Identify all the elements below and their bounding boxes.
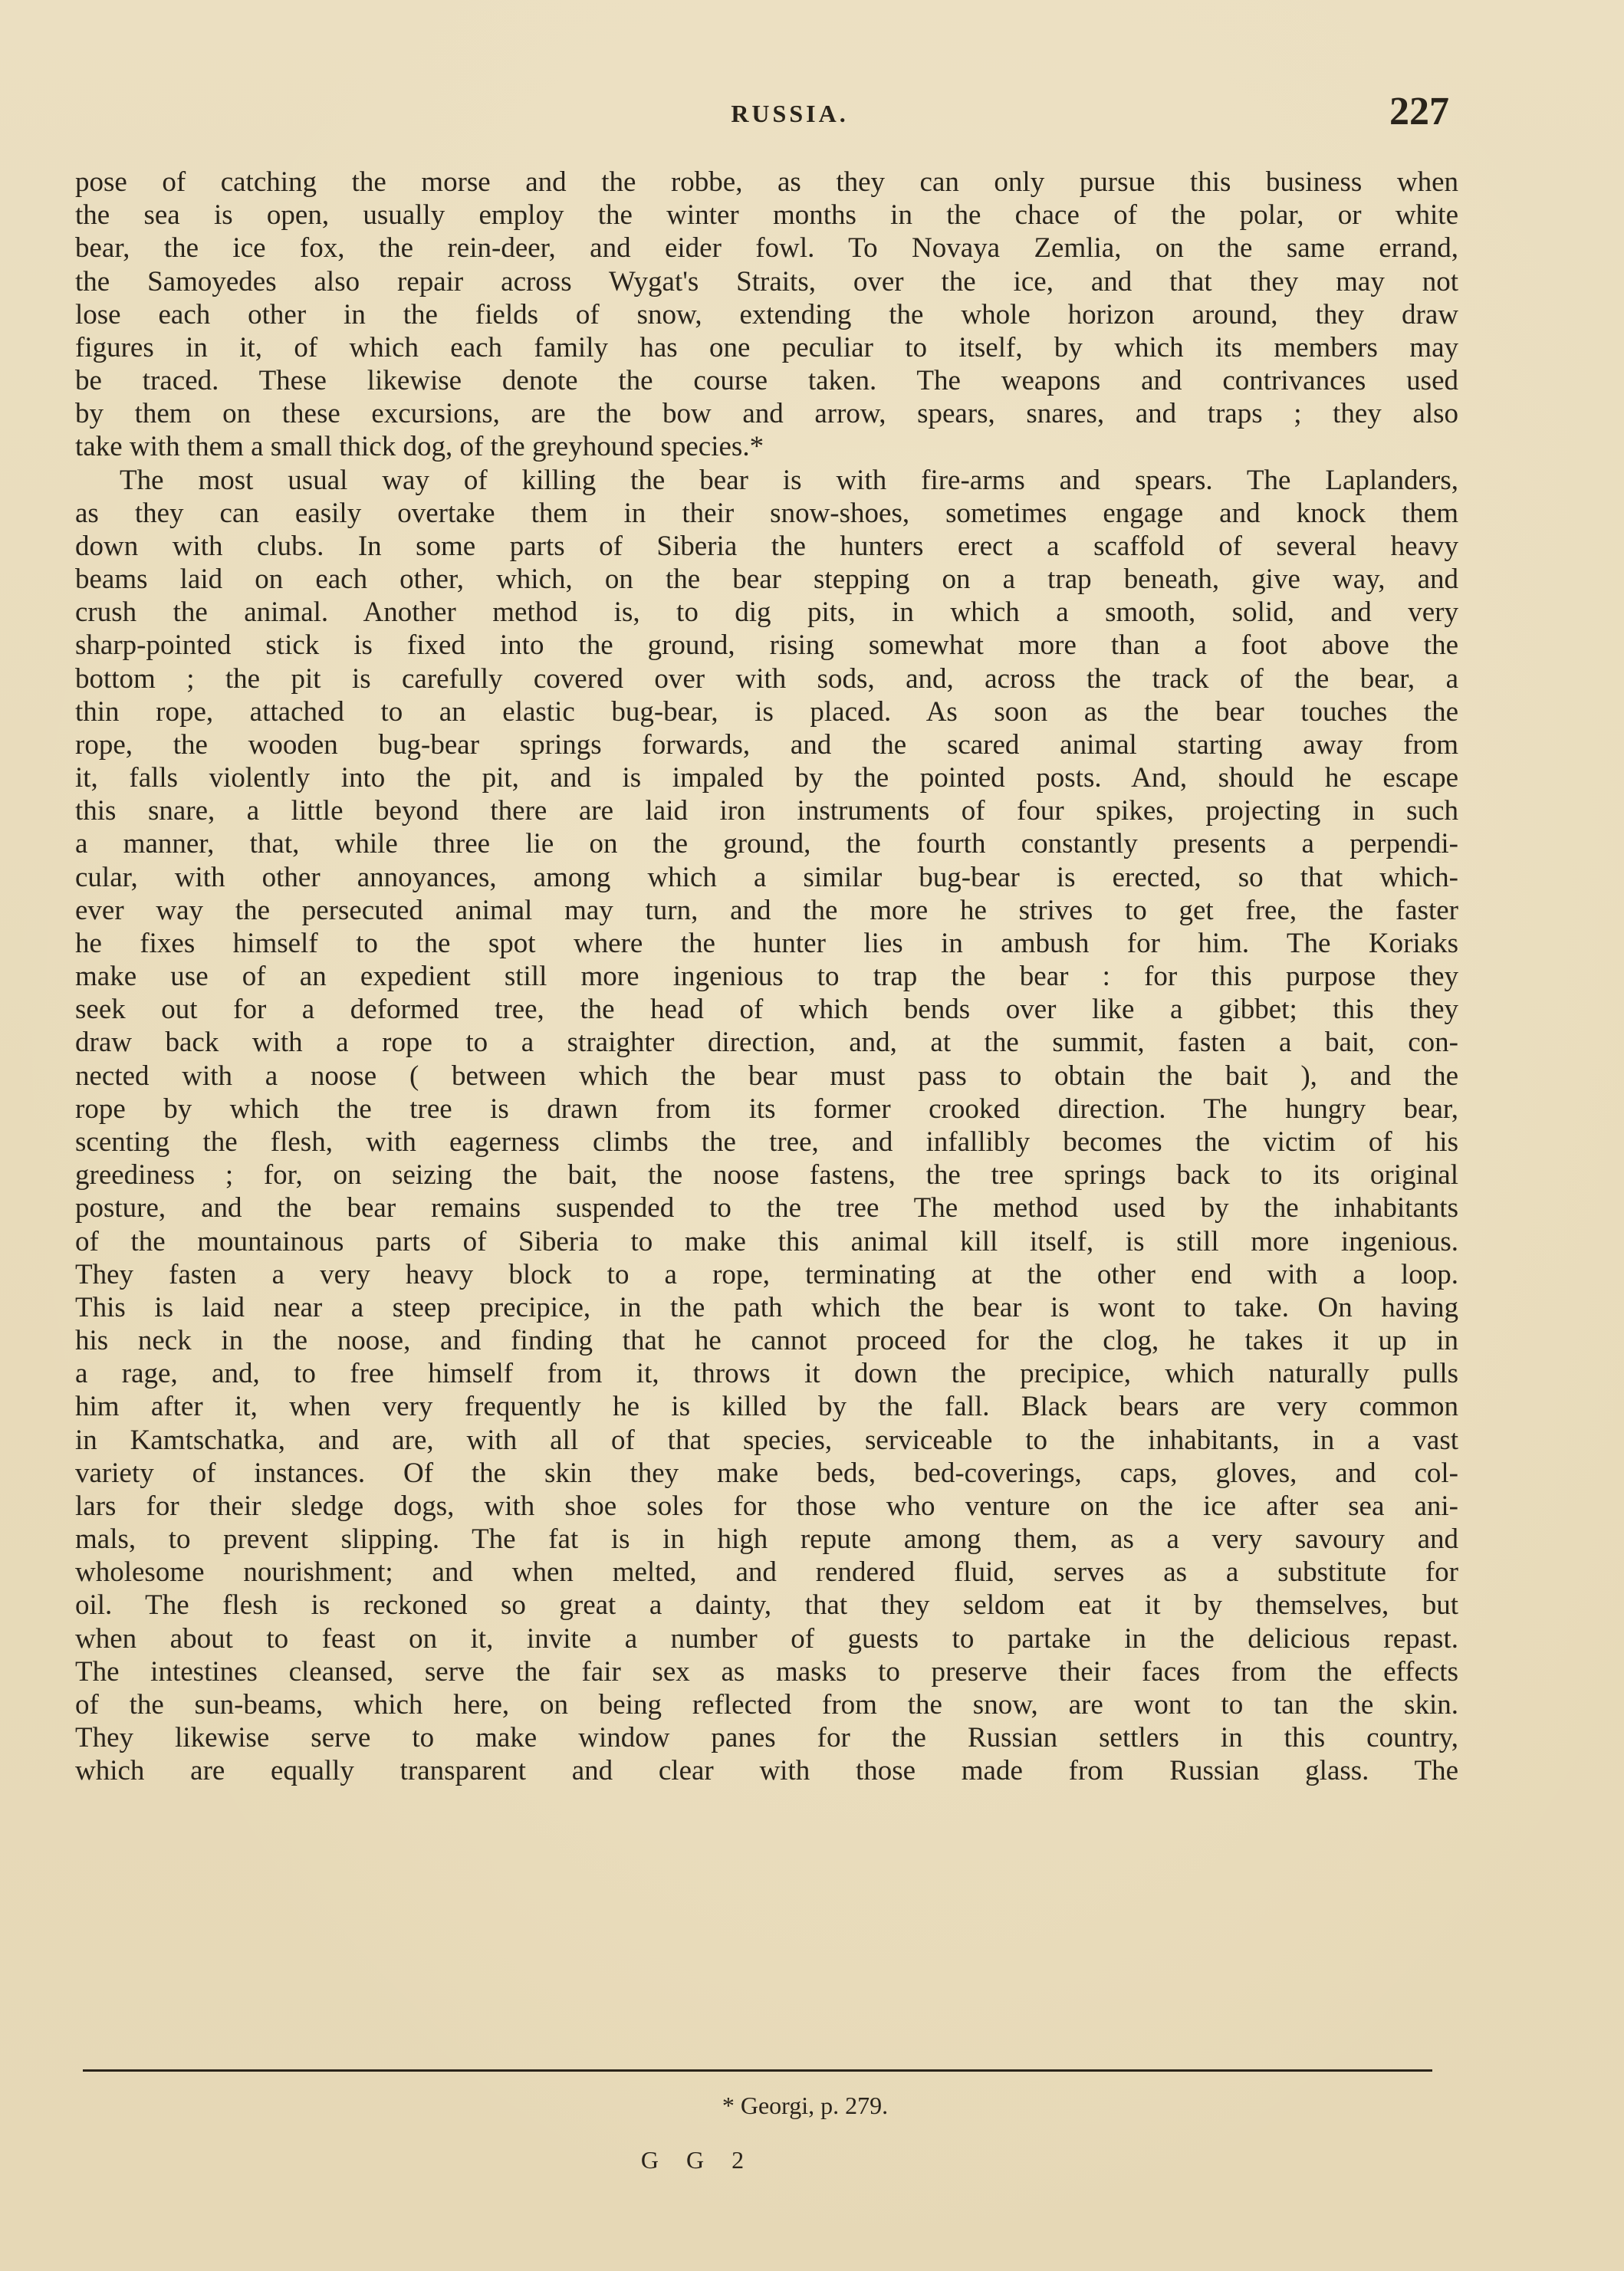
- text-line: cular, with other annoyances, among which a similar bug-bear is erected, so that which-: [75, 861, 1458, 893]
- text-line: when about to feast on it, invite a number of guests to partake in the delicious repast.: [75, 1622, 1458, 1655]
- text-line: greediness ; for, on seizing the bait, the noose fastens, the tree springs back to its original: [75, 1159, 1458, 1191]
- text-line: a manner, that, while three lie on the ground, the fourth constantly presents a perpendi-: [75, 828, 1458, 860]
- text-line: be traced. These likewise denote the course taken. The weapons and contrivances used: [75, 365, 1458, 397]
- footnote: * Georgi, p. 279.: [722, 2092, 889, 2119]
- page-number: 227: [1389, 90, 1449, 133]
- body-text: [75, 166, 1458, 1787]
- text-line: rope by which the tree is drawn from its former crooked direction. The hungry bear,: [75, 1093, 1458, 1125]
- text-line: pose of catching the morse and the robbe, as they can only pursue this business when: [75, 166, 1458, 198]
- text-line: take with them a small thick dog, of the greyhound species.*: [75, 431, 764, 463]
- text-line: bear, the ice fox, the rein-deer, and eider fowl. To Novaya Zemlia, on the same errand,: [75, 232, 1458, 265]
- text-line: draw back with a rope to a straighter direction, and, at the summit, fasten a bait, con-: [75, 1027, 1458, 1059]
- text-line: nected with a noose ( between which the bear must pass to obtain the bait ), and the: [75, 1060, 1458, 1092]
- text-line: his neck in the noose, and finding that he cannot proceed for the clog, he takes it up in: [75, 1325, 1458, 1357]
- text-line: This is laid near a steep precipice, in the path which the bear is wont to take. On having: [75, 1291, 1458, 1323]
- text-line: bottom ; the pit is carefully covered over with sods, and, across the track of the bear, a: [75, 662, 1458, 695]
- text-line: beams laid on each other, which, on the bear stepping on a trap beneath, give way, and: [75, 564, 1458, 596]
- text-line: mals, to prevent slipping. The fat is in high repute among them, as a very savoury and: [75, 1523, 1458, 1556]
- text-line: the Samoyedes also repair across Wygat's Straits, over the ice, and that they may not: [75, 265, 1458, 297]
- text-line: this snare, a little beyond there are laid iron instruments of four spikes, projecting in such: [75, 795, 1458, 827]
- text-line: by them on these excursions, are the bow and arrow, spears, snares, and traps ; they also: [75, 398, 1458, 430]
- text-line: make use of an expedient still more ingenious to trap the bear : for this purpose they: [75, 961, 1458, 993]
- text-line: lars for their sledge dogs, with shoe soles for those who venture on the ice after sea ani-: [75, 1490, 1458, 1522]
- footnote-rule: [83, 2069, 1432, 2072]
- text-line: rope, the wooden bug-bear springs forwards, and the scared animal starting away from: [75, 728, 1458, 761]
- text-line: he fixes himself to the spot where the hunter lies in ambush for him. The Koriaks: [75, 927, 1458, 959]
- text-line: sharp-pointed stick is fixed into the ground, rising somewhat more than a foot above the: [75, 629, 1458, 662]
- text-line: The most usual way of killing the bear is with fire-arms and spears. The Laplanders,: [120, 464, 1458, 496]
- text-line: a rage, and, to free himself from it, throws it down the precipice, which naturally pulls: [75, 1358, 1458, 1390]
- text-line: it, falls violently into the pit, and is impaled by the pointed posts. And, should he escape: [75, 762, 1458, 794]
- text-line: in Kamtschatka, and are, with all of that species, serviceable to the inhabitants, in a vast: [75, 1424, 1458, 1456]
- text-line: as they can easily overtake them in their snow-shoes, sometimes engage and knock them: [75, 497, 1458, 529]
- text-line: scenting the flesh, with eagerness climbs the tree, and infallibly becomes the victim of his: [75, 1126, 1458, 1158]
- text-line: down with clubs. In some parts of Siberia the hunters erect a scaffold of several heavy: [75, 530, 1458, 562]
- text-line: lose each other in the fields of snow, extending the whole horizon around, they draw: [75, 298, 1458, 330]
- text-line: of the mountainous parts of Siberia to make this animal kill itself, is still more ingenious.: [75, 1225, 1458, 1257]
- text-line: which are equally transparent and clear with those made from Russian glass. The: [75, 1755, 1458, 1787]
- text-line: the sea is open, usually employ the winter months in the chace of the polar, or white: [75, 199, 1458, 232]
- text-line: posture, and the bear remains suspended to the tree The method used by the inhabitants: [75, 1192, 1458, 1224]
- text-line: seek out for a deformed tree, the head of which bends over like a gibbet; this they: [75, 994, 1458, 1026]
- text-line: him after it, when very frequently he is killed by the fall. Black bears are very common: [75, 1391, 1458, 1423]
- text-line: They fasten a very heavy block to a rope, terminating at the other end with a loop.: [75, 1258, 1458, 1290]
- text-line: oil. The flesh is reckoned so great a dainty, that they seldom eat it by themselves, but: [75, 1589, 1458, 1622]
- text-line: The intestines cleansed, serve the fair sex as masks to preserve their faces from the effects: [75, 1655, 1458, 1688]
- text-line: crush the animal. Another method is, to dig pits, in which a smooth, solid, and very: [75, 597, 1458, 629]
- text-line: figures in it, of which each family has one peculiar to itself, by which its members may: [75, 331, 1458, 363]
- text-line: of the sun-beams, which here, on being reflected from the snow, are wont to tan the skin.: [75, 1688, 1458, 1721]
- text-line: variety of instances. Of the skin they make beds, bed-coverings, caps, gloves, and col-: [75, 1457, 1458, 1489]
- signature-mark: G G 2: [640, 2146, 755, 2174]
- text-line: thin rope, attached to an elastic bug-bear, is placed. As soon as the bear touches the: [75, 695, 1458, 728]
- running-head: RUSSIA.: [731, 100, 849, 127]
- text-line: wholesome nourishment; and when melted, and rendered fluid, serves as a substitute for: [75, 1556, 1458, 1589]
- text-line: ever way the persecuted animal may turn, and the more he strives to get free, the faster: [75, 894, 1458, 926]
- text-line: They likewise serve to make window panes for the Russian settlers in this country,: [75, 1722, 1458, 1754]
